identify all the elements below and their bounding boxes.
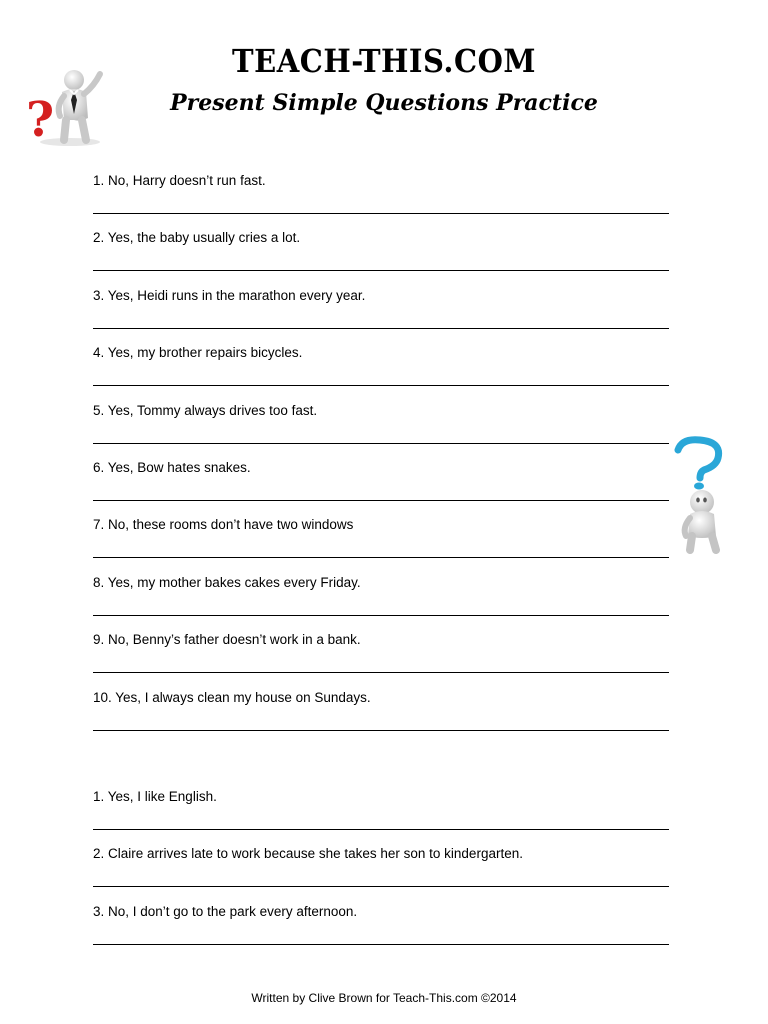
item-prompt: 1. No, Harry doesn’t run fast. (93, 173, 266, 188)
questions-section-b (93, 787, 669, 959)
list-item (93, 844, 669, 901)
item-prompt: 10. Yes, I always clean my house on Sundays. (93, 689, 371, 705)
list-item (93, 630, 669, 687)
svg-text:?: ? (26, 92, 55, 148)
list-item (93, 286, 669, 343)
item-prompt: 3. Yes, Heidi runs in the marathon every year. (93, 287, 366, 303)
list-item (93, 343, 669, 400)
questions-section-a (93, 171, 669, 745)
item-prompt: 2. Yes, the baby usually cries a lot. (93, 230, 301, 246)
answer-line[interactable] (93, 328, 669, 329)
answer-line[interactable] (93, 443, 669, 444)
list-item (93, 515, 669, 572)
answer-line[interactable] (93, 829, 669, 830)
list-item (93, 902, 669, 959)
item-prompt: 7. No, these rooms don’t have two windows (93, 517, 354, 533)
list-item (93, 688, 669, 745)
answer-line[interactable] (93, 944, 669, 945)
answer-line[interactable] (93, 500, 669, 501)
list-item (93, 401, 669, 458)
figure-with-blue-question-mark-icon (668, 436, 734, 554)
list-item (93, 787, 669, 844)
list-item (93, 171, 669, 228)
answer-line[interactable] (93, 886, 669, 887)
answer-line[interactable] (93, 730, 669, 731)
list-item (93, 458, 669, 515)
answer-line[interactable] (93, 385, 669, 386)
footer-credit: Written by Clive Brown for Teach-This.com ©2014 (251, 991, 517, 1005)
answer-line[interactable] (93, 672, 669, 673)
answer-line[interactable] (93, 270, 669, 271)
answer-line[interactable] (93, 213, 669, 214)
answer-line[interactable] (93, 557, 669, 558)
answer-line[interactable] (93, 615, 669, 616)
item-prompt: 5. Yes, Tommy always drives too fast. (93, 402, 318, 418)
item-prompt: 8. Yes, my mother bakes cakes every Friday. (93, 574, 361, 590)
item-prompt: 3. No, I don’t go to the park every afternoon. (93, 903, 358, 919)
item-prompt: 1. Yes, I like English. (93, 789, 217, 804)
list-item (93, 228, 669, 285)
item-prompt: 6. Yes, Bow hates snakes. (93, 459, 251, 475)
worksheet-title: Present Simple Questions Practice (170, 90, 598, 116)
site-title: TEACH-THIS.COM (232, 42, 536, 80)
item-prompt: 2. Claire arrives late to work because she takes her son to kindergarten. (93, 846, 523, 862)
item-prompt: 9. No, Benny’s father doesn’t work in a bank. (93, 632, 361, 648)
item-prompt: 4. Yes, my brother repairs bicycles. (93, 345, 303, 361)
list-item (93, 573, 669, 630)
